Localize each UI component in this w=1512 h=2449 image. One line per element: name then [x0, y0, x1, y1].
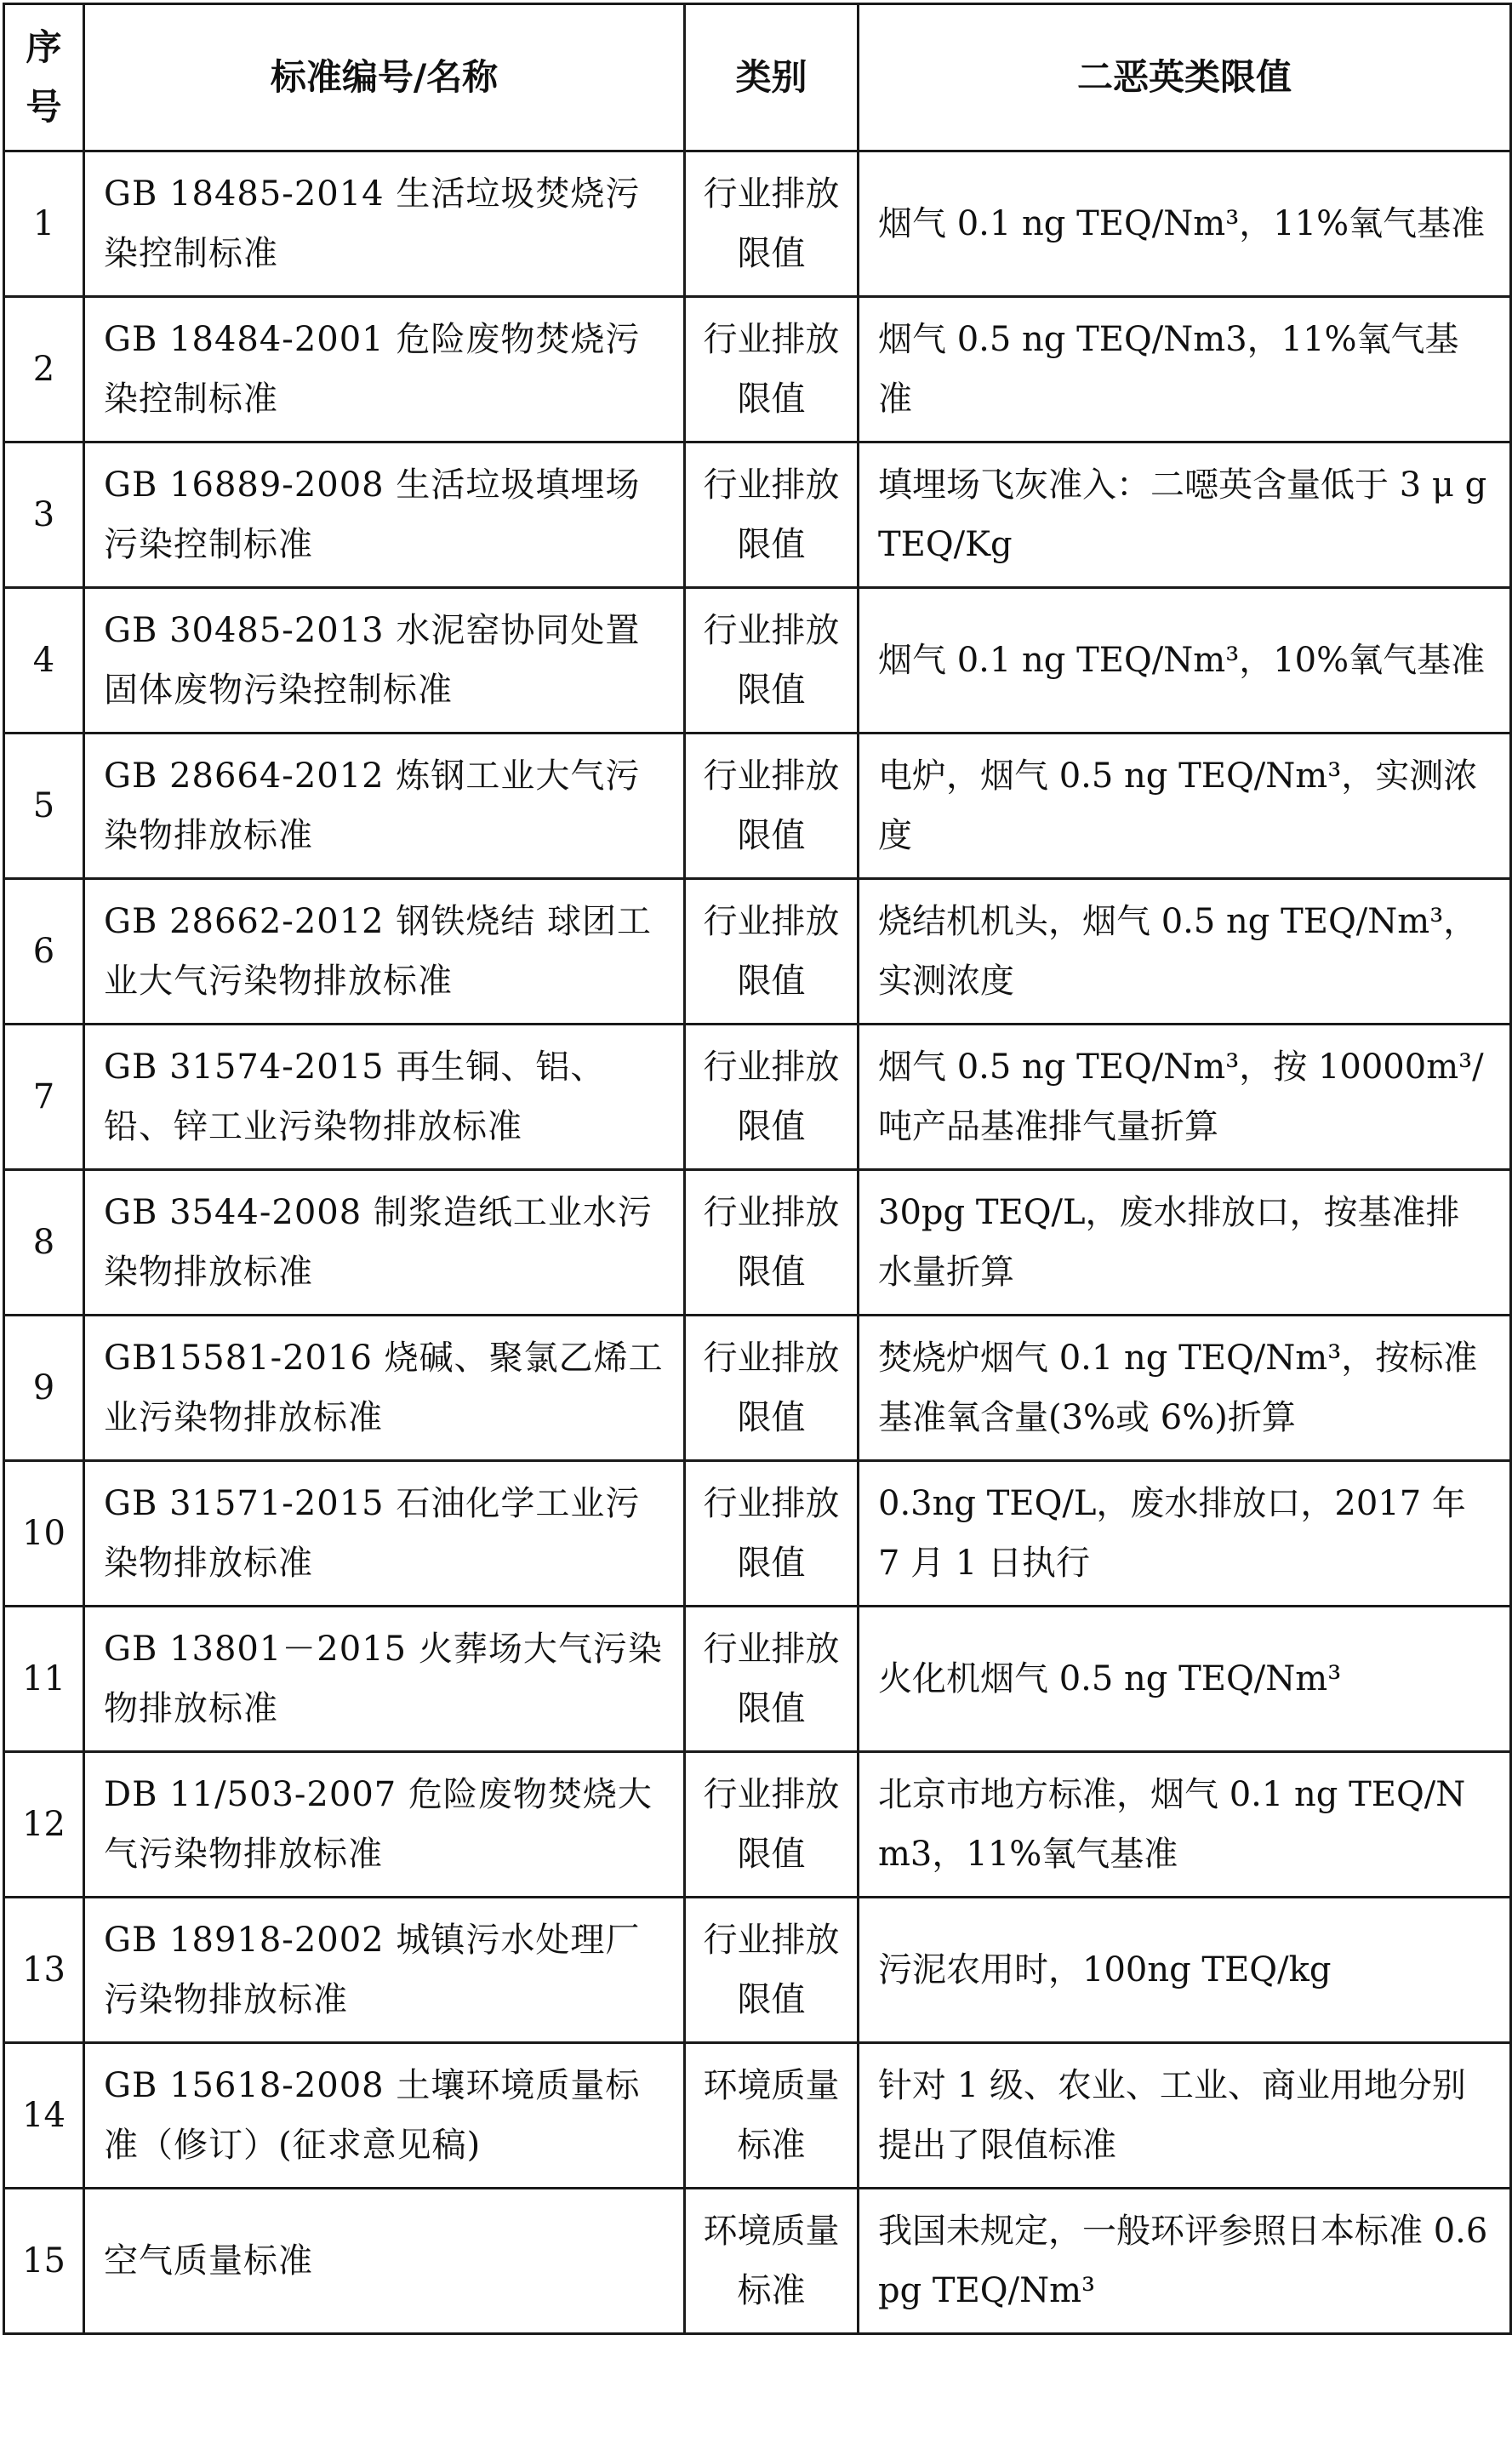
- row-index: 14: [4, 2043, 84, 2189]
- header-row: [4, 4, 1511, 151]
- row-category: 行业排放限值: [685, 1607, 859, 1752]
- row-index: 2: [4, 297, 84, 442]
- standards-table: [3, 3, 1512, 2335]
- row-standard-name: GB15581-2016 烧碱、聚氯乙烯工业污染物排放标准: [84, 1316, 685, 1461]
- table-row: [4, 1170, 1511, 1316]
- row-limit: 焚烧炉烟气 0.1 ng TEQ/Nm³，按标准基准氧含量(3%或 6%)折算: [859, 1316, 1511, 1461]
- row-category: 行业排放限值: [685, 297, 859, 442]
- row-index: 13: [4, 1898, 84, 2043]
- row-category: 行业排放限值: [685, 442, 859, 588]
- row-category: 行业排放限值: [685, 1316, 859, 1461]
- row-limit: 填埋场飞灰准入：二噁英含量低于 3 μ g TEQ/Kg: [859, 442, 1511, 588]
- row-limit: 30pg TEQ/L，废水排放口，按基准排水量折算: [859, 1170, 1511, 1316]
- table-row: [4, 879, 1511, 1025]
- header-category: 类别: [685, 4, 859, 151]
- row-category: 环境质量标准: [685, 2043, 859, 2189]
- row-limit: 烟气 0.5 ng TEQ/Nm³，按 10000m³/吨产品基准排气量折算: [859, 1025, 1511, 1170]
- table-row: [4, 442, 1511, 588]
- row-category: 环境质量标准: [685, 2189, 859, 2334]
- row-standard-name: GB 28664-2012 炼钢工业大气污染物排放标准: [84, 734, 685, 879]
- row-index: 6: [4, 879, 84, 1025]
- row-index: 4: [4, 588, 84, 734]
- row-category: 行业排放限值: [685, 1898, 859, 2043]
- row-standard-name: GB 30485-2013 水泥窑协同处置固体废物污染控制标准: [84, 588, 685, 734]
- row-limit: 烟气 0.5 ng TEQ/Nm3，11%氧气基准: [859, 297, 1511, 442]
- row-standard-name: GB 31574-2015 再生铜、铝、铅、锌工业污染物排放标准: [84, 1025, 685, 1170]
- row-category: 行业排放限值: [685, 151, 859, 297]
- row-category: 行业排放限值: [685, 1025, 859, 1170]
- table-row: [4, 588, 1511, 734]
- header-index: [4, 4, 84, 151]
- table-row: [4, 1025, 1511, 1170]
- row-index: 7: [4, 1025, 84, 1170]
- row-category: 行业排放限值: [685, 588, 859, 734]
- row-standard-name: GB 18484-2001 危险废物焚烧污染控制标准: [84, 297, 685, 442]
- row-index: 9: [4, 1316, 84, 1461]
- header-index-line2: 号: [26, 86, 62, 128]
- row-standard-name: GB 3544-2008 制浆造纸工业水污染物排放标准: [84, 1170, 685, 1316]
- table-row: [4, 151, 1511, 297]
- row-limit: 针对 1 级、农业、工业、商业用地分别提出了限值标准: [859, 2043, 1511, 2189]
- table-row: [4, 1461, 1511, 1607]
- row-limit: 火化机烟气 0.5 ng TEQ/Nm³: [859, 1607, 1511, 1752]
- row-standard-name: GB 18918-2002 城镇污水处理厂污染物排放标准: [84, 1898, 685, 2043]
- row-limit: 烧结机机头，烟气 0.5 ng TEQ/Nm³，实测浓度: [859, 879, 1511, 1025]
- table-row: [4, 1752, 1511, 1898]
- row-standard-name: GB 13801－2015 火葬场大气污染物排放标准: [84, 1607, 685, 1752]
- row-index: 1: [4, 151, 84, 297]
- row-limit: 电炉，烟气 0.5 ng TEQ/Nm³，实测浓度: [859, 734, 1511, 879]
- row-category: 行业排放限值: [685, 734, 859, 879]
- row-limit: 我国未规定，一般环评参照日本标准 0.6pg TEQ/Nm³: [859, 2189, 1511, 2334]
- header-limit: 二恶英类限值: [859, 4, 1511, 151]
- row-category: 行业排放限值: [685, 1461, 859, 1607]
- row-standard-name: DB 11/503-2007 危险废物焚烧大气污染物排放标准: [84, 1752, 685, 1898]
- table-row: [4, 2189, 1511, 2334]
- row-category: 行业排放限值: [685, 1752, 859, 1898]
- table-row: [4, 734, 1511, 879]
- table-row: [4, 1898, 1511, 2043]
- row-standard-name: GB 15618-2008 土壤环境质量标准（修订）(征求意见稿): [84, 2043, 685, 2189]
- row-limit: 烟气 0.1 ng TEQ/Nm³，11%氧气基准: [859, 151, 1511, 297]
- row-limit: 污泥农用时，100ng TEQ/kg: [859, 1898, 1511, 2043]
- table-row: [4, 2043, 1511, 2189]
- row-category: 行业排放限值: [685, 879, 859, 1025]
- row-index: 11: [4, 1607, 84, 1752]
- row-index: 12: [4, 1752, 84, 1898]
- row-index: 3: [4, 442, 84, 588]
- row-standard-name: GB 31571-2015 石油化学工业污染物排放标准: [84, 1461, 685, 1607]
- row-category: 行业排放限值: [685, 1170, 859, 1316]
- row-limit: 烟气 0.1 ng TEQ/Nm³，10%氧气基准: [859, 588, 1511, 734]
- row-index: 5: [4, 734, 84, 879]
- row-index: 8: [4, 1170, 84, 1316]
- row-limit: 北京市地方标准，烟气 0.1 ng TEQ/Nm3，11%氧气基准: [859, 1752, 1511, 1898]
- row-standard-name: GB 16889-2008 生活垃圾填埋场污染控制标准: [84, 442, 685, 588]
- table-row: [4, 297, 1511, 442]
- row-standard-name: GB 18485-2014 生活垃圾焚烧污染控制标准: [84, 151, 685, 297]
- row-standard-name: 空气质量标准: [84, 2189, 685, 2334]
- table-row: [4, 1607, 1511, 1752]
- header-index-line1: 序: [26, 26, 62, 68]
- header-name: 标准编号/名称: [84, 4, 685, 151]
- row-limit: 0.3ng TEQ/L，废水排放口，2017 年 7 月 1 日执行: [859, 1461, 1511, 1607]
- row-index: 10: [4, 1461, 84, 1607]
- row-index: 15: [4, 2189, 84, 2334]
- table-row: [4, 1316, 1511, 1461]
- row-standard-name: GB 28662-2012 钢铁烧结 球团工业大气污染物排放标准: [84, 879, 685, 1025]
